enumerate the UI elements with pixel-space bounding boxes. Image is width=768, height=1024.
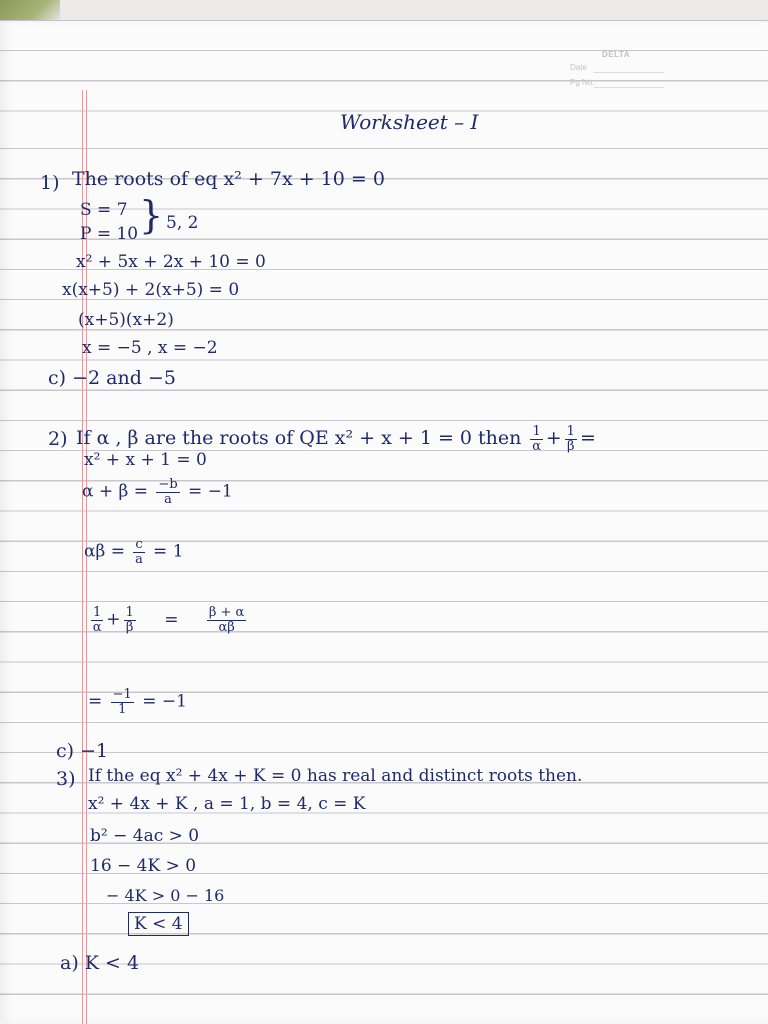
notebook-page xyxy=(0,20,768,1024)
q1-answer: c) −2 and −5 xyxy=(48,367,176,389)
date-line xyxy=(594,72,664,73)
q1-roots-hint: 5, 2 xyxy=(166,213,199,233)
q3-question: If the eq x² + 4x + K = 0 has real and distinct roots then. xyxy=(88,766,583,786)
q2-fraction-sum: $\frac{1}{\alpha}$ + $\frac{1}{\beta}$ = $\frac{\beta + \alpha}{\alpha\beta}$ xyxy=(92,605,245,635)
q2-question: If α , β are the roots of QE x² + x + 1 = 0 then $\frac{1}{\alpha}$ + $\frac{1}{\beta}$ = xyxy=(76,424,596,454)
q1-step4: x = −5 , x = −2 xyxy=(82,338,218,358)
q3-step1: x² + 4x + K , a = 1, b = 4, c = K xyxy=(88,794,366,814)
q3-boxed-value: K < 4 xyxy=(128,912,189,936)
q3-step3: 16 − 4K > 0 xyxy=(90,856,197,876)
q1-product: P = 10 xyxy=(80,224,139,244)
q1-step1: x² + 5x + 2x + 10 = 0 xyxy=(76,252,266,272)
date-label: Date xyxy=(570,63,587,72)
q2-result: = $\frac{-1}{1}$ = −1 xyxy=(88,687,187,717)
q1-step3: (x+5)(x+2) xyxy=(78,310,174,330)
q1-number: 1) xyxy=(40,172,60,194)
q3-step4: − 4K > 0 − 16 xyxy=(106,886,225,905)
q1-step2: x(x+5) + 2(x+5) = 0 xyxy=(62,280,240,300)
q2-question-text: If α , β are the roots of QE x² + x + 1 = 0 then xyxy=(76,427,522,450)
q1-question: The roots of eq x² + 7x + 10 = 0 xyxy=(72,168,385,190)
page-number-line xyxy=(594,87,664,88)
page-header-box xyxy=(560,50,690,110)
q1-sum: S = 7 xyxy=(80,200,128,220)
worksheet-title: Worksheet – I xyxy=(340,110,479,134)
q3-step2: b² − 4ac > 0 xyxy=(90,826,200,846)
q3-number: 3) xyxy=(56,768,76,790)
q3-boxed-result xyxy=(128,916,189,933)
q2-inverse-beta: $\frac{1}{\beta}$ xyxy=(566,424,575,454)
brand-logo: DELTA xyxy=(602,50,630,59)
q2-answer: c) −1 xyxy=(56,740,109,762)
q2-step1: x² + x + 1 = 0 xyxy=(84,450,207,470)
page-number-label: Pg No. xyxy=(570,78,595,87)
q2-number: 2) xyxy=(48,428,68,450)
q3-answer: a) K < 4 xyxy=(60,952,140,974)
q2-product-roots: αβ = $\frac{c}{a}$ = 1 xyxy=(84,537,184,567)
q2-sum-roots: α + β = $\frac{-b}{a}$ = −1 xyxy=(82,477,233,507)
brace-symbol: } xyxy=(139,193,164,237)
q2-inverse-alpha: $\frac{1}{\alpha}$ xyxy=(532,424,541,454)
